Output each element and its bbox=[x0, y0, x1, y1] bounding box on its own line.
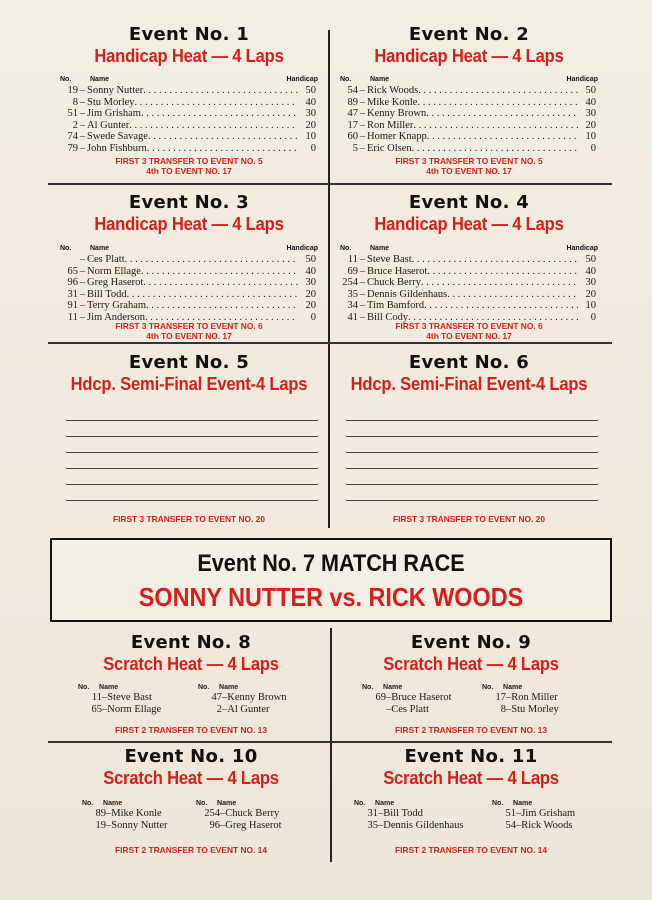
row-divider-3 bbox=[48, 741, 612, 743]
entry-row: 11 – Steve Bast . . . 50 bbox=[336, 254, 596, 266]
center-divider-top bbox=[328, 30, 330, 528]
entry-row: 47–Kenny Brown bbox=[211, 692, 287, 703]
col-no: No. bbox=[340, 245, 352, 252]
entry-row: 19 – Sonny Nutter . . . 50 bbox=[56, 85, 316, 97]
entry-list bbox=[336, 254, 596, 324]
entry-row: 34 – Tim Bamford . . . 10 bbox=[336, 300, 596, 312]
entry-blank-line bbox=[66, 420, 318, 421]
entry-row: 96–Greg Haserot bbox=[209, 819, 282, 831]
entry-list bbox=[56, 254, 316, 324]
event-9 bbox=[336, 632, 606, 740]
entry-row: 54–Rick Woods bbox=[505, 819, 573, 831]
transfer-note: FIRST 2 TRANSFER TO EVENT NO. 14 bbox=[114, 845, 267, 855]
entry-row: 65–Norm Ellage bbox=[91, 703, 162, 715]
event-6 bbox=[336, 352, 602, 528]
col-handicap: Handicap bbox=[286, 245, 318, 252]
event-subtitle: Handicap Heat — 4 Laps bbox=[374, 46, 564, 66]
entry-row: 5 – Eric Olsen . . . 0 bbox=[336, 143, 596, 155]
entry-row: 11–Steve Bast bbox=[91, 692, 152, 703]
center-divider-bottom bbox=[330, 628, 332, 862]
event-5 bbox=[56, 352, 322, 528]
entry-row: 69–Bruce Haserot bbox=[375, 692, 452, 703]
entry-list bbox=[56, 85, 316, 155]
entry-row: 35–Dennis Gildenhaus bbox=[367, 819, 464, 831]
entry-row: 96 – Greg Haserot . . . 30 bbox=[56, 277, 316, 289]
entry-row: 31 – Bill Todd . . . 20 bbox=[56, 289, 316, 301]
entry-row: 79 – John Fishburn . . . 0 bbox=[56, 143, 316, 155]
event-subtitle: Handicap Heat — 4 Laps bbox=[94, 214, 284, 234]
entry-column-left: No. Name 11–Steve Bast 65–Norm Ellage bbox=[78, 684, 162, 715]
entry-row: 17 – Ron Miller . . . 20 bbox=[336, 120, 596, 132]
event-title: Event No. 1 bbox=[128, 24, 250, 45]
entry-row: 89 – Mike Konle . . . 40 bbox=[336, 97, 596, 109]
transfer-note: FIRST 3 TRANSFER TO EVENT NO. 5 4th TO EVENT NO. 17 bbox=[115, 156, 263, 176]
entry-row: 35 – Dennis Gildenhaus . . . 20 bbox=[336, 289, 596, 301]
event-11 bbox=[336, 746, 606, 860]
event-subtitle: Hdcp. Semi-Final Event-4 Laps bbox=[350, 374, 588, 394]
entry-blank-line bbox=[346, 484, 598, 485]
entry-row: 65 – Norm Ellage . . . 40 bbox=[56, 266, 316, 278]
col-name: Name bbox=[370, 76, 390, 83]
entry-column-right: No. Name 254–Chuck Berry 96–Greg Haserot bbox=[196, 800, 282, 831]
entry-row: 41 – Bill Cody . . . 0 bbox=[336, 312, 596, 324]
entry-row: 11 – Jim Anderson . . . 0 bbox=[56, 312, 316, 324]
event-title: Event No. 3 bbox=[128, 192, 250, 213]
transfer-note: FIRST 3 TRANSFER TO EVENT NO. 6 4th TO EVENT NO. 17 bbox=[395, 321, 543, 341]
entry-row: 2 – Al Gunter . . . 20 bbox=[56, 120, 316, 132]
entry-row: 51–Jim Grisham bbox=[505, 808, 576, 819]
entry-row: 254 – Chuck Berry . . . 30 bbox=[336, 277, 596, 289]
entry-column-left: No. Name 89–Mike Konle 19–Sonny Nutter bbox=[82, 800, 168, 831]
event-title: Event No. 10 bbox=[124, 746, 258, 767]
col-handicap: Handicap bbox=[566, 245, 598, 252]
event-title: Event No. 6 bbox=[408, 352, 530, 373]
event-subtitle: Scratch Heat — 4 Laps bbox=[383, 768, 559, 788]
event-1 bbox=[56, 24, 322, 180]
transfer-note: FIRST 2 TRANSFER TO EVENT NO. 13 bbox=[394, 725, 547, 735]
entry-column-left: No. Name 69–Bruce Haserot –Ces Platt bbox=[362, 684, 452, 715]
entry-row: 8 – Stu Morley . . . 40 bbox=[56, 97, 316, 109]
col-handicap: Handicap bbox=[286, 76, 318, 83]
entry-row: 254–Chuck Berry bbox=[204, 808, 280, 819]
entry-row: 19–Sonny Nutter bbox=[95, 819, 168, 831]
col-name: Name bbox=[90, 76, 110, 83]
entry-row: 91 – Terry Graham . . . 20 bbox=[56, 300, 316, 312]
entry-blank-line bbox=[346, 452, 598, 453]
entry-column-right: No. Name 47–Kenny Brown 2–Al Gunter bbox=[198, 684, 287, 715]
event-2 bbox=[336, 24, 602, 180]
transfer-note: FIRST 3 TRANSFER TO EVENT NO. 5 4th TO EVENT NO. 17 bbox=[395, 156, 543, 176]
entry-row: 8–Stu Morley bbox=[500, 703, 559, 715]
col-no: No. bbox=[340, 76, 352, 83]
col-name: Name bbox=[370, 245, 390, 252]
entry-row: 54 – Rick Woods . . . 50 bbox=[336, 85, 596, 97]
entry-row: 89–Mike Konle bbox=[95, 808, 162, 819]
event-subtitle: Scratch Heat — 4 Laps bbox=[103, 768, 279, 788]
row-divider-2 bbox=[48, 342, 612, 344]
transfer-note: FIRST 3 TRANSFER TO EVENT NO. 20 bbox=[392, 514, 545, 524]
col-handicap: Handicap bbox=[566, 76, 598, 83]
event-subtitle: Hdcp. Semi-Final Event-4 Laps bbox=[70, 374, 308, 394]
entry-row: 69 – Bruce Haserot . . . 40 bbox=[336, 266, 596, 278]
event-title: Event No. 5 bbox=[128, 352, 250, 373]
entry-row: – Ces Platt . . . 50 bbox=[56, 254, 316, 266]
event-subtitle: Scratch Heat — 4 Laps bbox=[383, 654, 559, 674]
event-title: Event No. 11 bbox=[404, 746, 538, 767]
transfer-note: FIRST 2 TRANSFER TO EVENT NO. 14 bbox=[394, 845, 547, 855]
event-4 bbox=[336, 192, 602, 342]
entry-blank-line bbox=[66, 500, 318, 501]
entry-row: 74 – Swede Savage . . . 10 bbox=[56, 131, 316, 143]
entry-blank-line bbox=[346, 436, 598, 437]
event-subtitle: Handicap Heat — 4 Laps bbox=[94, 46, 284, 66]
entry-blank-line bbox=[66, 452, 318, 453]
event-subtitle: Handicap Heat — 4 Laps bbox=[374, 214, 564, 234]
match-race-title: Event No. 7 MATCH RACE bbox=[197, 550, 465, 577]
event-8 bbox=[56, 632, 326, 740]
entry-column-left: No. Name 31–Bill Todd 35–Dennis Gildenhaus bbox=[354, 800, 464, 831]
entry-column-right: No. Name 51–Jim Grisham 54–Rick Woods bbox=[492, 800, 576, 831]
entry-row: 2–Al Gunter bbox=[216, 703, 270, 715]
entry-blank-line bbox=[346, 500, 598, 501]
entry-blank-line bbox=[346, 468, 598, 469]
col-name: Name bbox=[90, 245, 110, 252]
transfer-note: FIRST 3 TRANSFER TO EVENT NO. 20 bbox=[112, 514, 265, 524]
entry-row: 17–Ron Miller bbox=[495, 692, 558, 703]
event-title: Event No. 8 bbox=[130, 632, 252, 653]
transfer-note: FIRST 3 TRANSFER TO EVENT NO. 6 4th TO EVENT NO. 17 bbox=[115, 321, 263, 341]
entry-row: –Ces Platt bbox=[386, 703, 429, 715]
event-10 bbox=[56, 746, 326, 860]
entry-list bbox=[336, 85, 596, 155]
match-race-box bbox=[50, 538, 612, 622]
entry-row: 51 – Jim Grisham . . . 30 bbox=[56, 108, 316, 120]
transfer-note: FIRST 2 TRANSFER TO EVENT NO. 13 bbox=[114, 725, 267, 735]
entry-blank-line bbox=[66, 484, 318, 485]
entry-column-right: No. Name 17–Ron Miller 8–Stu Morley bbox=[482, 684, 559, 715]
match-race-subtitle: SONNY NUTTER vs. RICK WOODS bbox=[138, 582, 524, 612]
entry-row: 31–Bill Todd bbox=[367, 808, 423, 819]
event-3 bbox=[56, 192, 322, 342]
event-title: Event No. 2 bbox=[408, 24, 530, 45]
event-title: Event No. 9 bbox=[410, 632, 532, 653]
col-no: No. bbox=[60, 245, 72, 252]
event-subtitle: Scratch Heat — 4 Laps bbox=[103, 654, 279, 674]
entry-blank-line bbox=[66, 468, 318, 469]
col-no: No. bbox=[60, 76, 72, 83]
entry-row: 47 – Kenny Brown . . . 30 bbox=[336, 108, 596, 120]
event-title: Event No. 4 bbox=[408, 192, 530, 213]
row-divider-1 bbox=[48, 183, 612, 185]
entry-blank-line bbox=[346, 420, 598, 421]
entry-row: 60 – Homer Knapp . . . 10 bbox=[336, 131, 596, 143]
entry-blank-line bbox=[66, 436, 318, 437]
